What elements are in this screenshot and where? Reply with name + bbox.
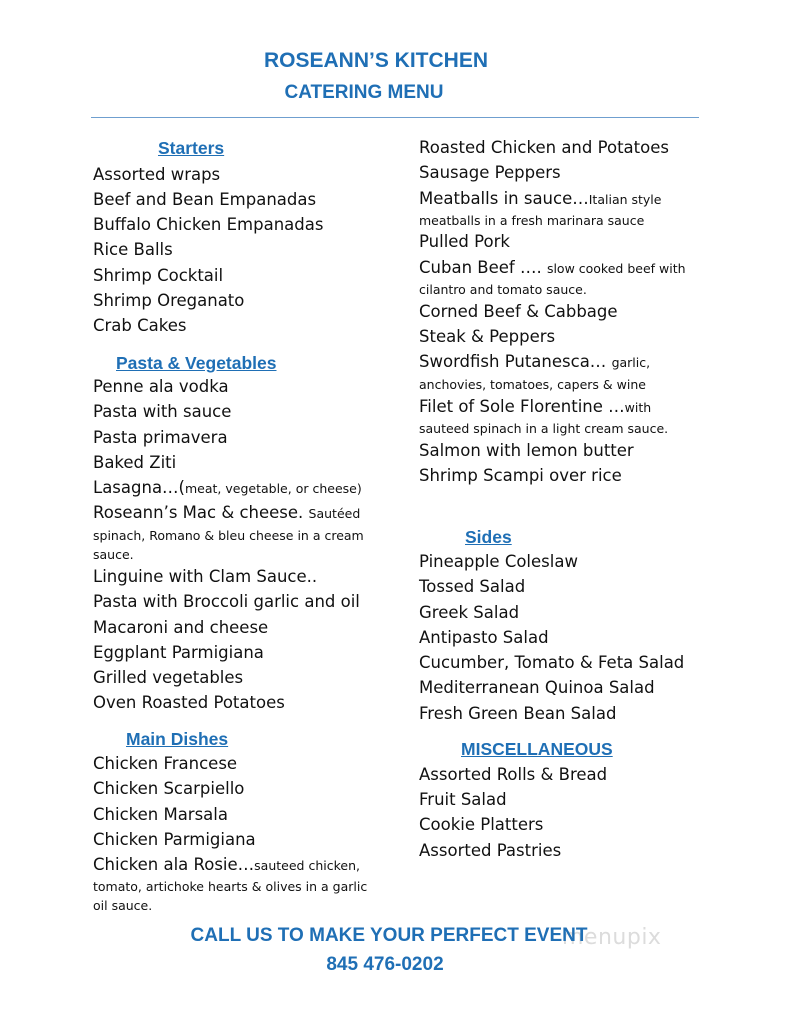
item-note: Italian style [588,192,662,207]
item-name: Cuban Beef …. [419,258,542,277]
menu-item: Chicken Parmigiana [93,830,256,849]
menu-item [419,352,650,373]
menu-item [419,189,661,210]
menu-item: Fresh Green Bean Salad [419,704,617,723]
item-name: Meatballs in sauce… [419,189,589,208]
menu-item: Chicken Marsala [93,805,228,824]
item-name: Roseann’s Mac & cheese. [93,503,304,522]
pasta-heading: Pasta & Vegetables [116,353,277,373]
item-name: Filet of Sole Florentine … [419,397,625,416]
main-dishes-heading: Main Dishes [126,729,229,749]
menu-item: Steak & Peppers [419,327,556,346]
menu-item: Corned Beef & Cabbage [419,302,618,321]
starters-heading: Starters [158,138,225,158]
menu-item: Pineapple Coleslaw [419,552,578,571]
menu-item [419,397,651,418]
menu-item: Grilled vegetables [93,668,244,687]
sides-heading: Sides [465,527,512,547]
phone-number: 845 476-0202 [326,954,444,975]
menu-item [93,855,360,876]
item-note: Sautéed [308,506,361,521]
item-note: oil sauce. [93,898,153,913]
item-note: cilantro and tomato sauce. [419,282,587,297]
item-note: tomato, artichoke hearts & olives in a garlic [93,879,368,894]
menu-item: Fruit Salad [419,790,507,809]
item-note: meat, vegetable, or cheese) [185,481,362,496]
item-note: meatballs in a fresh marinara sauce [419,213,645,228]
menu-item: Pasta with sauce [93,402,232,421]
menu-item: Baked Ziti [93,453,177,472]
menu-item: Buffalo Chicken Empanadas [93,215,324,234]
menu-item: Antipasto Salad [419,628,549,647]
menu-item: Greek Salad [419,603,520,622]
menu-item [93,503,360,524]
menu-item: Pulled Pork [419,232,510,251]
item-note: with [624,400,652,415]
menu-item: Rice Balls [93,240,173,259]
header-divider [91,117,699,118]
menu-item: Linguine with Clam Sauce.. [93,567,318,586]
menu-item: Sausage Peppers [419,163,561,182]
menu-item: Chicken Scarpiello [93,779,245,798]
menu-item: Penne ala vodka [93,377,229,396]
menu-item: Chicken Francese [93,754,238,773]
menu-item: Pasta primavera [93,428,228,447]
menu-item: Beef and Bean Empanadas [93,190,317,209]
menu-item: Mediterranean Quinoa Salad [419,678,655,697]
page-subtitle: CATERING MENU [284,82,444,103]
page-title: ROSEANN’S KITCHEN [263,49,489,72]
menu-item: Tossed Salad [419,577,526,596]
item-name: Swordfish Putanesca… [419,352,607,371]
menu-item: Assorted wraps [93,165,221,184]
call-to-action: CALL US TO MAKE YOUR PERFECT EVENT [190,925,588,946]
menu-item: Salmon with lemon butter [419,441,634,460]
item-note: sauteed spinach in a light cream sauce. [419,421,669,436]
menu-item: Oven Roasted Potatoes [93,693,285,712]
menu-item: Cucumber, Tomato & Feta Salad [419,653,685,672]
menu-item: Assorted Pastries [419,841,562,860]
menu-item: Eggplant Parmigiana [93,643,264,662]
item-note: garlic, [611,355,651,370]
item-note: sauteed chicken, [254,858,360,873]
item-note: spinach, Romano & bleu cheese in a cream [93,528,364,543]
menu-item: Shrimp Oreganato [93,291,245,310]
menu-item: Shrimp Cocktail [93,266,224,285]
menu-item: Pasta with Broccoli garlic and oil [93,592,360,611]
watermark-logo: menupix [562,925,662,950]
menu-item [419,258,686,279]
item-name: Chicken ala Rosie… [93,855,255,874]
menu-item: Assorted Rolls & Bread [419,765,608,784]
menu-item: Cookie Platters [419,815,544,834]
item-note: sauce. [93,547,134,562]
miscellaneous-heading: MISCELLANEOUS [461,739,613,759]
menu-item: Roasted Chicken and Potatoes [419,138,669,157]
item-name: Lasagna…( [93,478,185,497]
menu-item: Shrimp Scampi over rice [419,466,622,485]
menu-item: Macaroni and cheese [93,618,269,637]
item-note: slow cooked beef with [546,261,686,276]
menu-item: Crab Cakes [93,316,187,335]
item-note: anchovies, tomatoes, capers & wine [419,377,646,392]
menu-item [93,478,362,499]
